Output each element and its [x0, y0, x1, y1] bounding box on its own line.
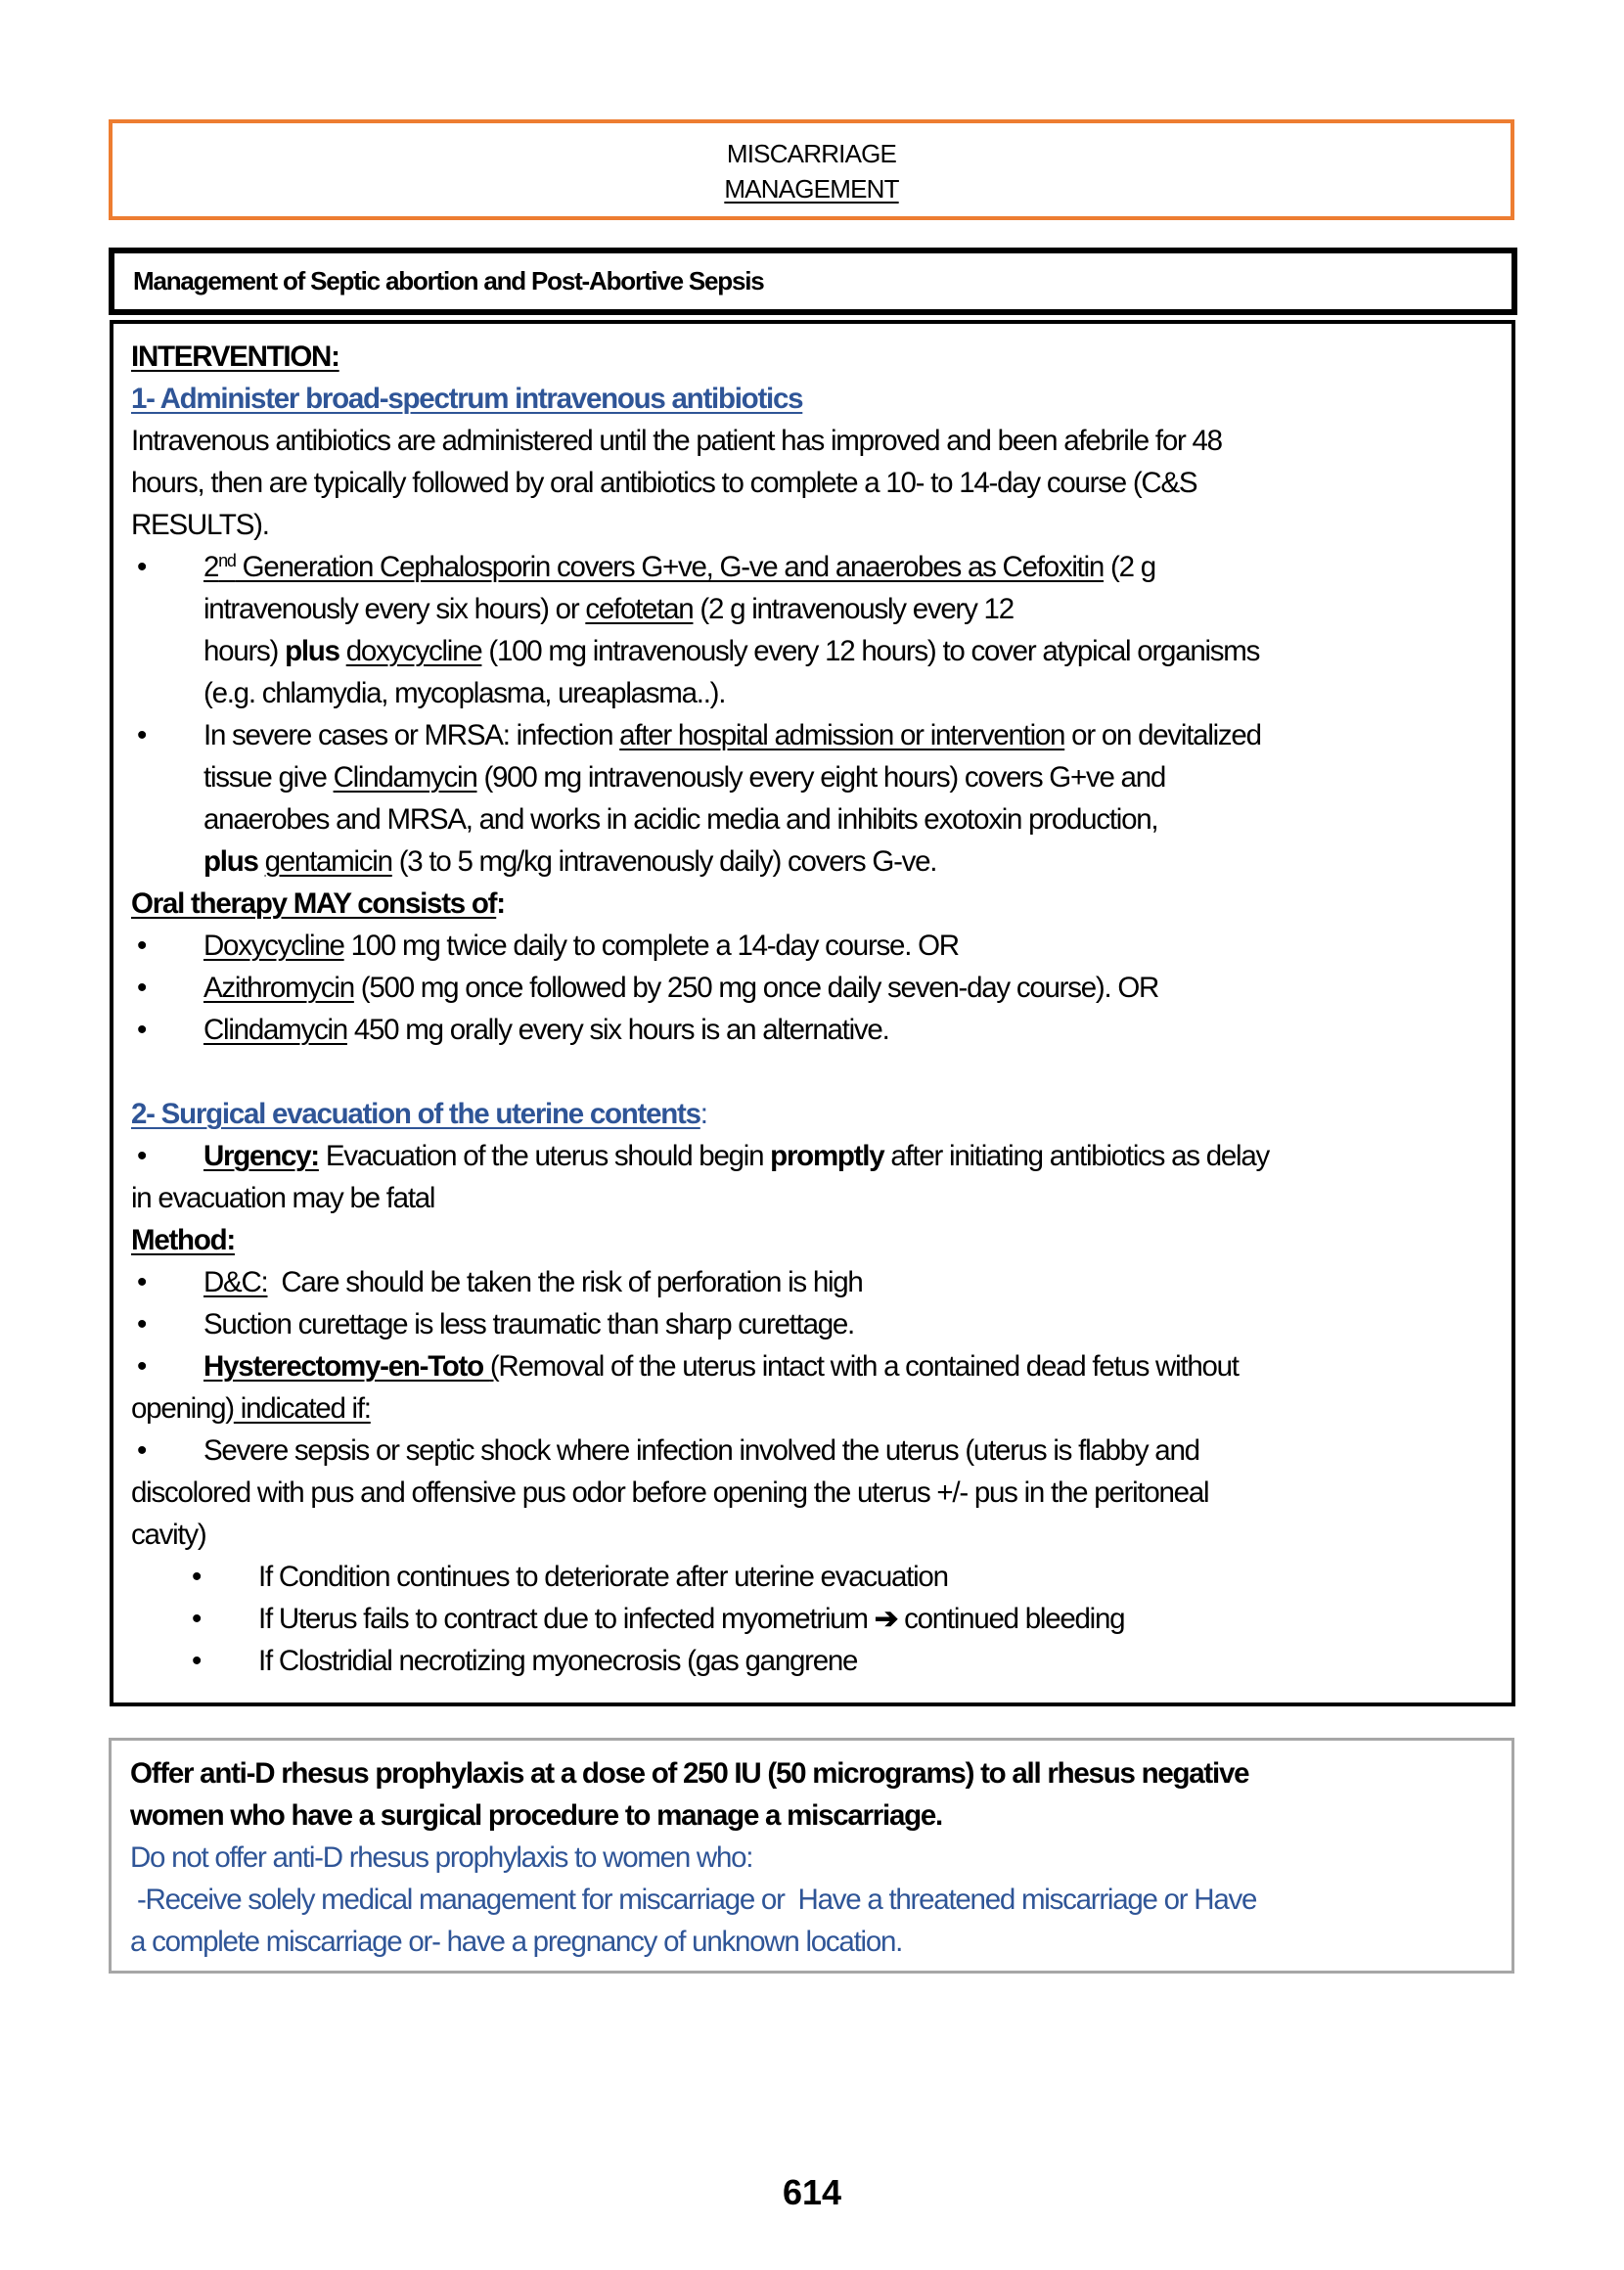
list-item-sepsis: • Severe sepsis or septic shock where infection involved the uterus (uterus is flabby and discolored with pus and offensive pus odor before opening the uterus +/- pus in the peritoneal cavity): [131, 1430, 1498, 1556]
list-item-oral: • Doxycycline 100 mg twice daily to complete a 14-day course. OR: [131, 925, 1498, 967]
page-number: 614: [782, 2172, 842, 2212]
intro-line: hours, then are typically followed by oral antibiotics to complete a 10- to 14-day course (C&S: [131, 467, 1197, 499]
note-bold-line: women who have a surgical procedure to manage a miscarriage.: [130, 1799, 942, 1832]
list-item-dc: • D&C: Care should be taken the risk of perforation is high: [131, 1261, 1498, 1303]
oral-therapy-heading: Oral therapy MAY consists of: [131, 887, 497, 920]
bullet-icon: •: [137, 1434, 147, 1467]
intervention-heading: INTERVENTION:: [131, 340, 339, 373]
sub-list-item: • If Clostridial necrotizing myonecrosis (gas gangrene: [131, 1640, 1498, 1682]
chapter-subtitle: MANAGEMENT: [724, 174, 899, 204]
step1-title: 1- Administer broad-spectrum intravenous antibiotics: [131, 383, 803, 415]
bullet-icon: •: [137, 930, 147, 962]
note-blue-line: Do not offer anti-D rhesus prophylaxis to women who:: [130, 1841, 753, 1874]
intervention-box: INTERVENTION: 1- Administer broad-spectrum intravenous antibiotics Intravenous antibiotics are administered until the patient has improved and been afebrile for 48 hours, then are typically followed by oral antibiotics to complete a 10- to 14-day course (C&S RESULTS). • 2nd Generation Cephalosporin covers G+ve, G-ve and anaerobes as Cefoxitin (2 g intravenously every six hours) or cefotetan (2 g intravenously every 12 hours) plus doxycycline (100 mg intravenously every 12 hours) to cover atypical organisms (e.g. chlamydia, mycoplasma, ureaplasma..). • In severe cases or MRSA: infection after hospital admission or intervention or on devitalized tissue give Clindamycin (900 mg intravenously every eight hours) covers G+ve and anaerobes and MRSA, and works in acidic media and inhibits exotoxin production, plus gentamicin (3 to 5 mg/kg intravenously daily) covers G-ve. Oral therapy MAY consists of: • Doxycycline 100 mg twice daily to complete a 14-day course. OR • Azithromycin (500 mg once followed by 250 mg once daily seven-day course). OR • Clindamycin 450 mg orally every six hours is an alternative. 2- Surgical evacuation of the uterine contents: • Urgency: Evacuation of the uterus should begin promptly after initiating antibiotics as delay in evacuation may be fatal Method: • D&C: Care should be taken the risk of perforation is high • Suction curettage is less traumatic than sharp curettage. • Hysterectomy-en-Toto (Removal of the uterus intact with a contained dead fetus without opening) indicated if: • Severe sepsis or septic shock where infection involved the uterus (uterus is flabby and discolored with pus and offensive pus odor before opening the uterus +/- pus in the peritoneal cavity) • If Condition continues to deteriorate after uterine evacuation • If Uterus fails to contract due to infected myometrium ➔ continued bleeding • If Clostridial necrotizing myonecrosis (gas gangrene: [110, 320, 1515, 1706]
note-bold-line: Offer anti-D rhesus prophylaxis at a dose of 250 IU (50 micrograms) to all rhesus negative: [130, 1757, 1249, 1790]
list-item-cephalosporin: • 2nd Generation Cephalosporin covers G+ve, G-ve and anaerobes as Cefoxitin (2 g intravenously every six hours) or cefotetan (2 g intravenously every 12 hours) plus doxycycline (100 mg intravenously every 12 hours) to cover atypical organisms (e.g. chlamydia, mycoplasma, ureaplasma..).: [131, 546, 1498, 714]
bullet-icon: •: [137, 1140, 147, 1172]
bullet-icon: •: [192, 1603, 202, 1635]
intro-line: RESULTS).: [131, 509, 269, 541]
anti-d-note-box: [109, 1738, 1514, 1974]
sub-list-item: • If Uterus fails to contract due to infected myometrium ➔ continued bleeding: [131, 1598, 1498, 1640]
list-item-oral: • Azithromycin (500 mg once followed by 250 mg once daily seven-day course). OR: [131, 967, 1498, 1009]
note-blue-line: a complete miscarriage or- have a pregnancy of unknown location.: [130, 1926, 903, 1958]
bullet-icon: •: [137, 1308, 147, 1340]
bullet-icon: •: [137, 1350, 147, 1383]
section-header: Management of Septic abortion and Post-Abortive Sepsis: [133, 266, 764, 295]
list-item-oral: • Clindamycin 450 mg orally every six hours is an alternative.: [131, 1009, 1498, 1051]
step2-title: 2- Surgical evacuation of the uterine contents: [131, 1098, 700, 1130]
list-item-hysterectomy: • Hysterectomy-en-Toto (Removal of the uterus intact with a contained dead fetus without opening) indicated if:: [131, 1345, 1498, 1430]
bullet-icon: •: [137, 551, 147, 583]
note-blue-line: -Receive solely medical management for miscarriage or Have a threatened miscarriage or Have: [130, 1884, 1257, 1916]
bullet-icon: •: [192, 1561, 202, 1593]
spacer: [131, 1051, 1498, 1093]
bullet-icon: •: [192, 1645, 202, 1677]
intro-line: Intravenous antibiotics are administered until the patient has improved and been afebrile for 48: [131, 425, 1222, 457]
list-item-suction: • Suction curettage is less traumatic than sharp curettage.: [131, 1303, 1498, 1345]
section-header-box: [109, 248, 1517, 315]
chapter-title: MISCARRIAGE: [726, 139, 897, 168]
bullet-icon: •: [137, 972, 147, 1004]
right-arrow-icon: ➔: [874, 1603, 898, 1635]
sub-list-item: • If Condition continues to deteriorate after uterine evacuation: [131, 1556, 1498, 1598]
chapter-title-box: [109, 119, 1514, 220]
bullet-icon: •: [137, 719, 147, 751]
list-item-urgency: • Urgency: Evacuation of the uterus should begin promptly after initiating antibiotics as delay in evacuation may be fatal: [131, 1135, 1498, 1219]
method-heading: Method:: [131, 1224, 235, 1256]
bullet-icon: •: [137, 1014, 147, 1046]
list-item-mrsa: • In severe cases or MRSA: infection after hospital admission or intervention or on devitalized tissue give Clindamycin (900 mg intravenously every eight hours) covers G+ve and anaerobes and MRSA, and works in acidic media and inhibits exotoxin production, plus gentamicin (3 to 5 mg/kg intravenously daily) covers G-ve.: [131, 714, 1498, 883]
bullet-icon: •: [137, 1266, 147, 1298]
